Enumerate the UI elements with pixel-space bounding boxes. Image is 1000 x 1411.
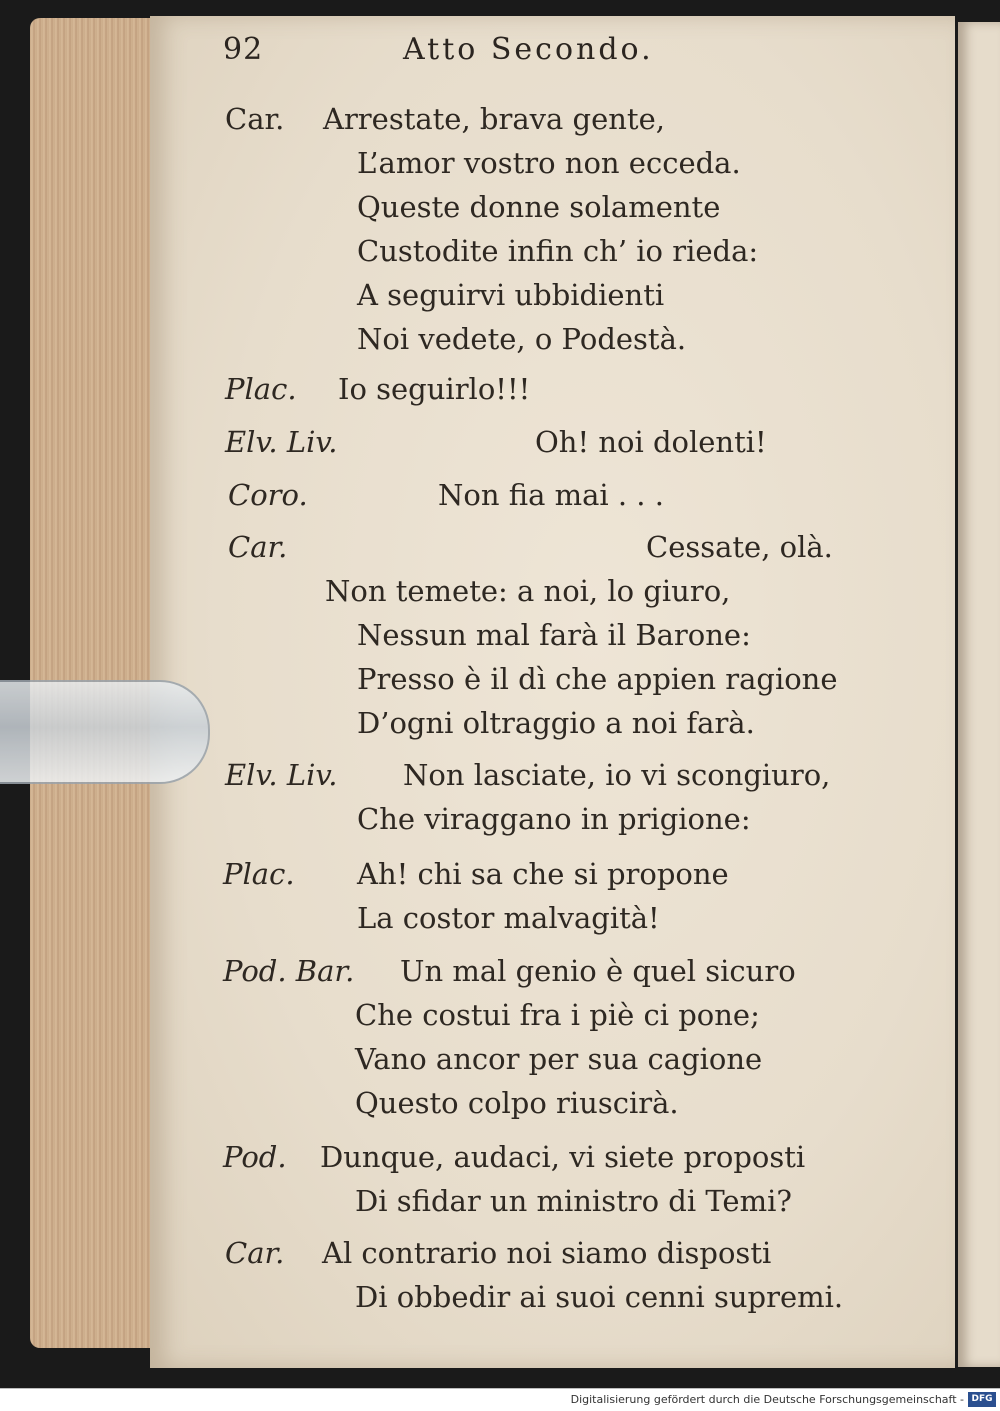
verse-line: Di sfidar un ministro di Temi? [355,1184,792,1218]
verse-line: Questo colpo riuscirà. [355,1086,679,1120]
verse-line: Noi vedete, o Podestà. [357,322,687,356]
verse-line: Che costui fra i piè ci pone; [355,998,760,1032]
speaker-label: Pod. [223,1140,287,1174]
verse-line: Vano ancor per sua cagione [355,1042,763,1076]
speaker-label: Plac. [225,372,297,406]
funding-credit: Digitalisierung gefördert durch die Deutsche Forschungsgemeinschaft - [570,1393,964,1406]
verse-line: Arrestate, brava gente, [323,102,665,136]
digitization-footer [0,1388,1000,1411]
verse-line: Oh! noi dolenti! [535,425,767,459]
verse-line: Di obbedir ai suoi cenni supremi. [355,1280,844,1314]
verse-line: Nessun mal farà il Barone: [357,618,751,652]
verse-line: Custodite infin ch’ io rieda: [357,234,759,268]
verse-line: Cessate, olà. [646,530,833,564]
verse-line: D’ogni oltraggio a noi farà. [357,706,755,740]
page-number: 92 [223,32,264,67]
verse-line: Al contrario noi siamo disposti [322,1236,772,1270]
speaker-label: Car. [225,1236,285,1270]
speaker-label: Elv. Liv. [225,758,338,792]
running-title: Atto Secondo. [403,32,654,67]
verse-line: A seguirvi ubbidienti [357,278,665,312]
speaker-label: Coro. [228,478,308,512]
verse-line: Queste donne solamente [357,190,721,224]
verse-line: La costor malvagità! [357,901,660,935]
speaker-label: Elv. Liv. [225,425,338,459]
speaker-label: Car. [228,530,288,564]
verse-line: Che viraggano in prigione: [357,802,751,836]
verse-line: Ah! chi sa che si propone [357,857,729,891]
dfg-logo-icon: DFG [968,1392,996,1407]
verse-line: Non temete: a noi, lo giuro, [325,574,731,608]
verse-line: Un mal genio è quel sicuro [400,954,796,988]
verse-line: Non fia mai . . . [438,478,664,512]
verse-line: Dunque, audaci, vi siete proposti [320,1140,806,1174]
speaker-label: Pod. Bar. [223,954,355,988]
speaker-label: Car. [225,102,285,136]
page-holder-clip [0,680,210,784]
verse-line: L’amor vostro non ecceda. [357,146,741,180]
verse-line: Presso è il dì che appien ragione [357,662,838,696]
speaker-label: Plac. [223,857,295,891]
verse-line: Non lasciate, io vi scongiuro, [403,758,831,792]
verse-line: Io seguirlo!!! [338,372,531,406]
